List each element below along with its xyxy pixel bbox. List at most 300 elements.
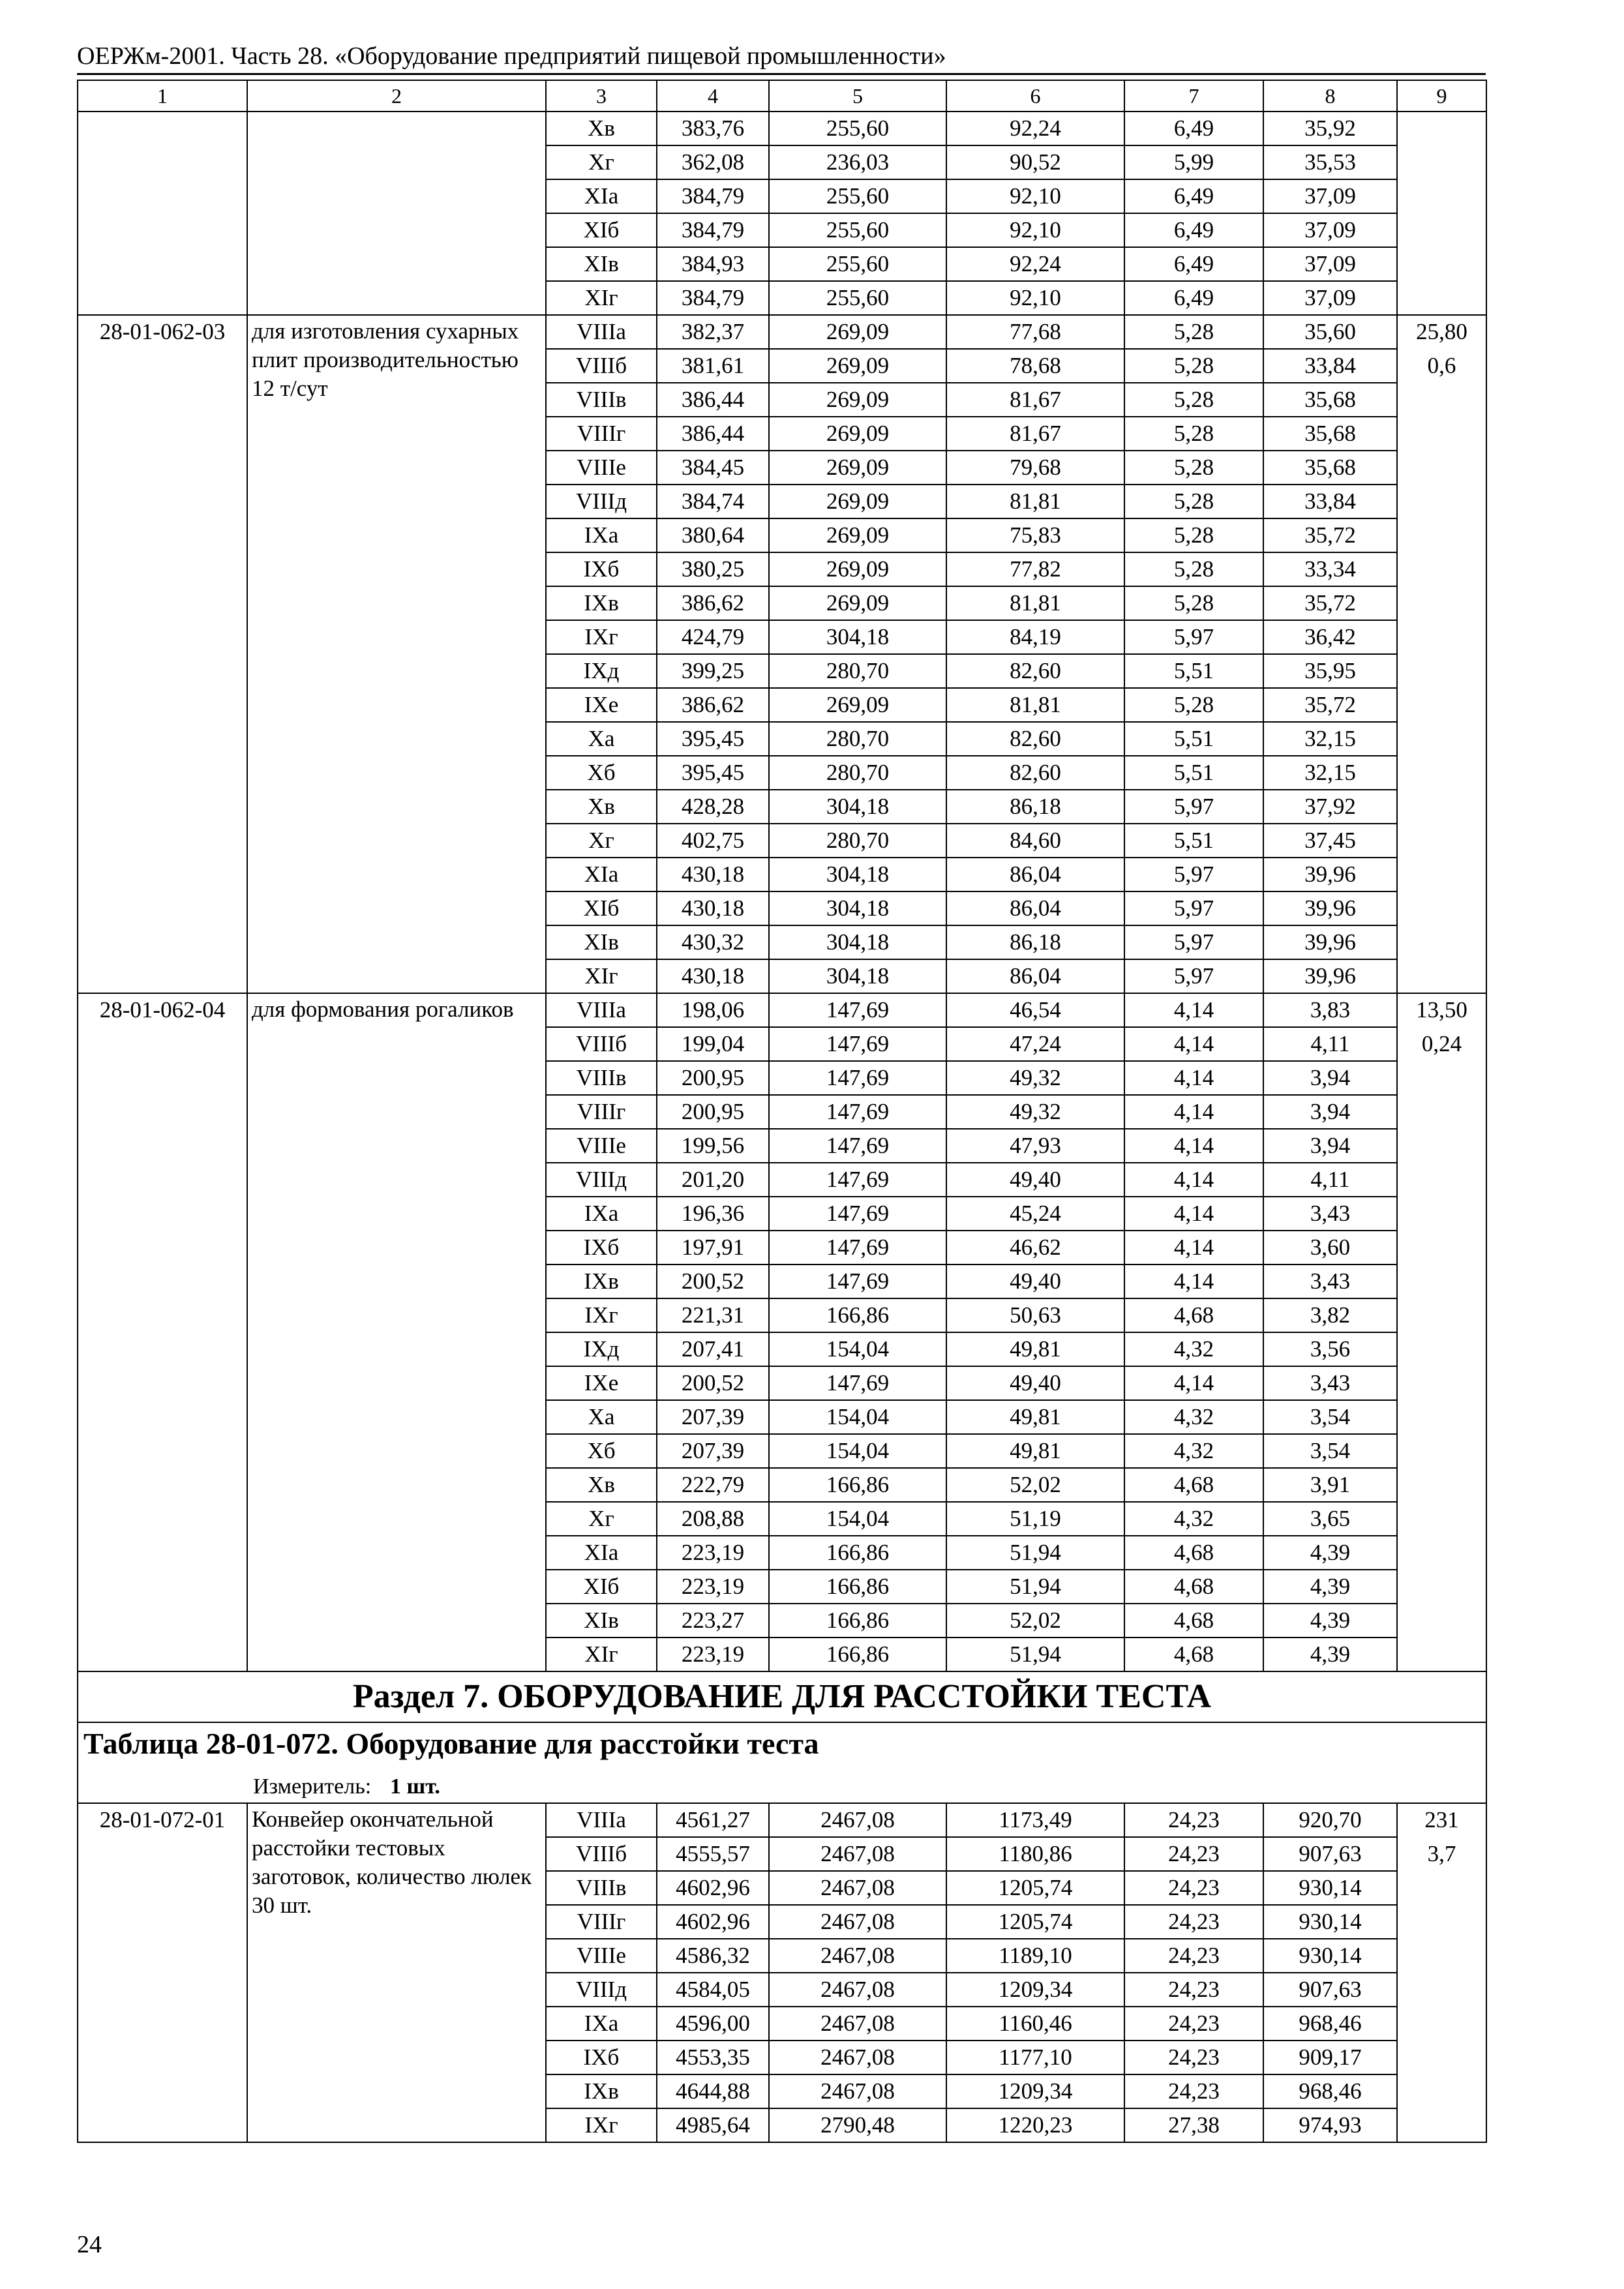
table-cell: 24,23 [1124, 1973, 1263, 2007]
table-cell: 269,09 [769, 586, 946, 620]
table-cell: 147,69 [769, 1163, 946, 1197]
table-cell: 5,28 [1124, 552, 1263, 586]
table-cell: Xв [546, 112, 657, 145]
table-cell: 147,69 [769, 1061, 946, 1095]
table-cell: 35,60 [1263, 315, 1397, 349]
table-cell: 280,70 [769, 654, 946, 688]
table-cell: 81,81 [946, 688, 1124, 722]
table-cell: 24,23 [1124, 2007, 1263, 2041]
table-cell: 24,23 [1124, 1939, 1263, 1973]
table-cell: IXб [546, 552, 657, 586]
table-cell: Xб [546, 756, 657, 790]
table-cell: 200,95 [657, 1095, 769, 1129]
table-cell: XIг [546, 1638, 657, 1671]
table-cell: 4,39 [1263, 1604, 1397, 1638]
table-cell: 255,60 [769, 213, 946, 247]
table-cell: 4,14 [1124, 1129, 1263, 1163]
table-cell: 3,54 [1263, 1400, 1397, 1434]
table-cell: 79,68 [946, 451, 1124, 485]
table-cell: 304,18 [769, 620, 946, 654]
table-cell: 223,19 [657, 1536, 769, 1570]
table-cell: 4,11 [1263, 1163, 1397, 1197]
table-cell: 78,68 [946, 349, 1124, 383]
table-cell: 386,62 [657, 688, 769, 722]
table-cell: 255,60 [769, 247, 946, 281]
table-cell: 82,60 [946, 722, 1124, 756]
table-row [78, 1803, 1486, 1837]
weight-value: 25,80 [1416, 319, 1467, 344]
table-cell: 3,94 [1263, 1129, 1397, 1163]
table-cell: 5,28 [1124, 518, 1263, 552]
table-title-row [78, 1722, 1486, 1771]
table-cell: IXв [546, 586, 657, 620]
table-cell: 32,15 [1263, 722, 1397, 756]
table-cell: 49,32 [946, 1095, 1124, 1129]
table-row [78, 112, 1486, 145]
table-cell: 49,81 [946, 1434, 1124, 1468]
table-cell: 269,09 [769, 552, 946, 586]
table-cell: 1177,10 [946, 2041, 1124, 2074]
table-cell: 395,45 [657, 722, 769, 756]
table-cell: 147,69 [769, 993, 946, 1027]
table-cell: 92,10 [946, 281, 1124, 315]
table-cell: 199,04 [657, 1027, 769, 1061]
table-cell: 166,86 [769, 1298, 946, 1332]
table-cell: 221,31 [657, 1298, 769, 1332]
table-cell: 4,68 [1124, 1468, 1263, 1502]
table-cell: VIIIв [546, 1871, 657, 1905]
table-cell: 81,67 [946, 383, 1124, 417]
table-cell: 4,68 [1124, 1638, 1263, 1671]
table-cell: 27,38 [1124, 2108, 1263, 2142]
table-cell: IXв [546, 1264, 657, 1298]
table-cell: XIб [546, 1570, 657, 1604]
table-cell: 2467,08 [769, 1803, 946, 1837]
rate-code: 28-01-072-01 [78, 1803, 247, 2142]
table-cell: 384,74 [657, 485, 769, 518]
table-cell: 4,14 [1124, 1163, 1263, 1197]
table-cell: 255,60 [769, 112, 946, 145]
measure-row [78, 1771, 1486, 1803]
table-cell: 269,09 [769, 485, 946, 518]
table-cell: 930,14 [1263, 1871, 1397, 1905]
table-cell: 52,02 [946, 1468, 1124, 1502]
table-cell: 3,91 [1263, 1468, 1397, 1502]
table-cell: 4,39 [1263, 1570, 1397, 1604]
table-cell: 200,52 [657, 1264, 769, 1298]
table-cell: 255,60 [769, 281, 946, 315]
weight-value: 0,6 [1427, 353, 1456, 378]
table-cell: IXа [546, 2007, 657, 2041]
table-cell: 147,69 [769, 1129, 946, 1163]
table-cell: 304,18 [769, 858, 946, 891]
table-cell: 1189,10 [946, 1939, 1124, 1973]
table-cell: 86,04 [946, 858, 1124, 891]
table-cell: 1173,49 [946, 1803, 1124, 1837]
table-cell: 386,44 [657, 417, 769, 451]
table-cell: 5,28 [1124, 315, 1263, 349]
table-cell: IXв [546, 2074, 657, 2108]
rate-code [78, 112, 247, 315]
table-cell: 380,64 [657, 518, 769, 552]
table-cell: 197,91 [657, 1231, 769, 1264]
table-cell: 3,83 [1263, 993, 1397, 1027]
table-cell: XIг [546, 959, 657, 993]
table-cell: 1180,86 [946, 1837, 1124, 1871]
table-cell: IXе [546, 1366, 657, 1400]
table-cell: 269,09 [769, 688, 946, 722]
table-cell: 1209,34 [946, 2074, 1124, 2108]
table-cell: 51,94 [946, 1638, 1124, 1671]
table-cell: 6,49 [1124, 112, 1263, 145]
table-cell: VIIIв [546, 383, 657, 417]
table-cell: VIIIд [546, 1973, 657, 2007]
table-cell: 430,32 [657, 925, 769, 959]
table-cell: 147,69 [769, 1231, 946, 1264]
table-cell: Xг [546, 1502, 657, 1536]
table-cell: 304,18 [769, 891, 946, 925]
table-cell: 35,72 [1263, 688, 1397, 722]
table-cell: 6,49 [1124, 179, 1263, 213]
table-cell: 49,32 [946, 1061, 1124, 1095]
rate-code: 28-01-062-04 [78, 993, 247, 1671]
table-cell: 154,04 [769, 1400, 946, 1434]
weight-value: 3,7 [1427, 1841, 1456, 1866]
table-cell: 2467,08 [769, 1939, 946, 1973]
header-rule [77, 73, 1486, 75]
table-cell: Xа [546, 1400, 657, 1434]
table-cell: 5,51 [1124, 722, 1263, 756]
table-body-section [78, 1671, 1486, 1803]
table-cell: IXг [546, 620, 657, 654]
table-cell: 81,81 [946, 485, 1124, 518]
table-cell: 75,83 [946, 518, 1124, 552]
table-cell: 4584,05 [657, 1973, 769, 2007]
table-cell: 50,63 [946, 1298, 1124, 1332]
table-cell: 51,94 [946, 1570, 1124, 1604]
table-cell: 4561,27 [657, 1803, 769, 1837]
table-cell: 6,49 [1124, 281, 1263, 315]
table-cell: 166,86 [769, 1468, 946, 1502]
table-cell: 86,04 [946, 959, 1124, 993]
table-cell: 154,04 [769, 1502, 946, 1536]
table-cell: 4,39 [1263, 1536, 1397, 1570]
table-title: Таблица 28-01-072. Оборудование для расстойки теста [78, 1722, 1486, 1771]
table-cell: 4596,00 [657, 2007, 769, 2041]
table-cell: 92,10 [946, 213, 1124, 247]
weight-cell [1397, 993, 1486, 1671]
table-cell: 920,70 [1263, 1803, 1397, 1837]
table-cell: 49,40 [946, 1264, 1124, 1298]
table-cell: 207,39 [657, 1400, 769, 1434]
table-cell: 4,32 [1124, 1332, 1263, 1366]
rate-name: для формования рогаликов [247, 993, 546, 1671]
table-cell: 4,14 [1124, 1027, 1263, 1061]
table-cell: 386,44 [657, 383, 769, 417]
table-cell: 84,19 [946, 620, 1124, 654]
table-cell: 384,93 [657, 247, 769, 281]
table-cell: 49,40 [946, 1163, 1124, 1197]
table-cell: 3,82 [1263, 1298, 1397, 1332]
table-cell: 4555,57 [657, 1837, 769, 1871]
table-cell: 907,63 [1263, 1837, 1397, 1871]
table-cell: 5,51 [1124, 824, 1263, 858]
column-number: 4 [657, 80, 769, 112]
weight-cell [1397, 112, 1486, 315]
table-cell: 4,14 [1124, 1264, 1263, 1298]
table-cell: 166,86 [769, 1536, 946, 1570]
table-row [78, 315, 1486, 349]
table-cell: 33,84 [1263, 485, 1397, 518]
table-cell: VIIIд [546, 1163, 657, 1197]
table-cell: 384,79 [657, 281, 769, 315]
table-cell: 304,18 [769, 959, 946, 993]
table-cell: Xв [546, 790, 657, 824]
table-cell: 35,53 [1263, 145, 1397, 179]
table-cell: 223,27 [657, 1604, 769, 1638]
table-cell: VIIIб [546, 1027, 657, 1061]
table-cell: 35,95 [1263, 654, 1397, 688]
table-cell: 35,92 [1263, 112, 1397, 145]
table-cell: 428,28 [657, 790, 769, 824]
table-cell: 39,96 [1263, 891, 1397, 925]
table-cell: 222,79 [657, 1468, 769, 1502]
table-cell: 86,18 [946, 790, 1124, 824]
table-cell: 4,14 [1124, 1231, 1263, 1264]
table-cell: 166,86 [769, 1570, 946, 1604]
table-cell: 86,04 [946, 891, 1124, 925]
table-cell: 37,45 [1263, 824, 1397, 858]
table-cell: VIIIд [546, 485, 657, 518]
table-cell: VIIIв [546, 1061, 657, 1095]
column-number: 9 [1397, 80, 1486, 112]
table-cell: 166,86 [769, 1604, 946, 1638]
table-cell: 269,09 [769, 383, 946, 417]
table-cell: 84,60 [946, 824, 1124, 858]
rate-name: Конвейер окончательной расстойки тестовых заготовок, количество люлек 30 шт. [247, 1803, 546, 2142]
table-cell: 6,49 [1124, 213, 1263, 247]
table-cell: 36,42 [1263, 620, 1397, 654]
table-cell: 47,93 [946, 1129, 1124, 1163]
table-cell: 5,97 [1124, 620, 1263, 654]
table-cell: 269,09 [769, 451, 946, 485]
table-cell: 1209,34 [946, 1973, 1124, 2007]
table-cell: 2467,08 [769, 2074, 946, 2108]
table-cell: IXе [546, 688, 657, 722]
table-cell: 51,19 [946, 1502, 1124, 1536]
table-cell: 81,81 [946, 586, 1124, 620]
table-cell: 5,97 [1124, 891, 1263, 925]
table-cell: XIа [546, 858, 657, 891]
table-cell: 92,24 [946, 247, 1124, 281]
table-cell: 384,79 [657, 213, 769, 247]
table-cell: 4602,96 [657, 1905, 769, 1939]
table-cell: 269,09 [769, 315, 946, 349]
table-cell: 5,99 [1124, 145, 1263, 179]
table-cell: IXд [546, 654, 657, 688]
table-cell: 4644,88 [657, 2074, 769, 2108]
table-cell: 395,45 [657, 756, 769, 790]
table-cell: VIIIе [546, 1129, 657, 1163]
table-cell: 82,60 [946, 654, 1124, 688]
table-body-top [78, 80, 1486, 1671]
table-cell: 37,09 [1263, 247, 1397, 281]
table-cell: 86,18 [946, 925, 1124, 959]
table-cell: 47,24 [946, 1027, 1124, 1061]
table-cell: 196,36 [657, 1197, 769, 1231]
table-cell: 4,68 [1124, 1298, 1263, 1332]
table-cell: 4,14 [1124, 1366, 1263, 1400]
table-cell: 930,14 [1263, 1939, 1397, 1973]
table-cell: IXа [546, 518, 657, 552]
table-cell: 2790,48 [769, 2108, 946, 2142]
table-cell: 381,61 [657, 349, 769, 383]
table-cell: 147,69 [769, 1264, 946, 1298]
table-cell: 1205,74 [946, 1871, 1124, 1905]
table-cell: 39,96 [1263, 858, 1397, 891]
table-cell: VIIIг [546, 1095, 657, 1129]
table-cell: 974,93 [1263, 2108, 1397, 2142]
column-number: 1 [78, 80, 247, 112]
table-cell: 2467,08 [769, 1837, 946, 1871]
table-cell: 37,92 [1263, 790, 1397, 824]
table-cell: 147,69 [769, 1027, 946, 1061]
table-cell: 5,28 [1124, 417, 1263, 451]
table-cell: VIIIб [546, 349, 657, 383]
table-cell: 52,02 [946, 1604, 1124, 1638]
table-cell: 3,43 [1263, 1264, 1397, 1298]
table-cell: 4,14 [1124, 1095, 1263, 1129]
weight-value: 0,24 [1421, 1031, 1462, 1056]
table-cell: Xб [546, 1434, 657, 1468]
table-cell: 3,65 [1263, 1502, 1397, 1536]
column-number: 2 [247, 80, 546, 112]
table-cell: 424,79 [657, 620, 769, 654]
table-cell: 33,84 [1263, 349, 1397, 383]
table-cell: 430,18 [657, 858, 769, 891]
table-cell: 90,52 [946, 145, 1124, 179]
table-cell: 4,68 [1124, 1604, 1263, 1638]
table-cell: 5,28 [1124, 451, 1263, 485]
table-cell: 4,32 [1124, 1502, 1263, 1536]
table-cell: 200,95 [657, 1061, 769, 1095]
table-cell: XIа [546, 179, 657, 213]
table-cell: 5,28 [1124, 688, 1263, 722]
column-number-row [78, 80, 1486, 112]
table-cell: 4,11 [1263, 1027, 1397, 1061]
table-cell: IXб [546, 2041, 657, 2074]
section-row [78, 1671, 1486, 1722]
table-cell: 430,18 [657, 891, 769, 925]
table-row [78, 993, 1486, 1027]
table-cell: 5,97 [1124, 790, 1263, 824]
table-cell: 37,09 [1263, 213, 1397, 247]
table-cell: 3,43 [1263, 1197, 1397, 1231]
column-number: 7 [1124, 80, 1263, 112]
weight-cell [1397, 1803, 1486, 2142]
table-cell: 384,45 [657, 451, 769, 485]
table-cell: 39,96 [1263, 959, 1397, 993]
table-cell: 384,79 [657, 179, 769, 213]
table-cell: 3,60 [1263, 1231, 1397, 1264]
table-cell: 5,28 [1124, 586, 1263, 620]
table-cell: 2467,08 [769, 1871, 946, 1905]
table-cell: 35,72 [1263, 518, 1397, 552]
table-cell: 51,94 [946, 1536, 1124, 1570]
table-cell: 2467,08 [769, 1973, 946, 2007]
table-cell: 930,14 [1263, 1905, 1397, 1939]
table-cell: 154,04 [769, 1332, 946, 1366]
rates-table [77, 80, 1487, 2143]
table-cell: VIIIб [546, 1837, 657, 1871]
table-cell: XIб [546, 891, 657, 925]
table-cell: 4,14 [1124, 1197, 1263, 1231]
table-cell: 5,97 [1124, 858, 1263, 891]
table-cell: 4,68 [1124, 1536, 1263, 1570]
table-cell: 201,20 [657, 1163, 769, 1197]
table-cell: 49,40 [946, 1366, 1124, 1400]
table-cell: 4,14 [1124, 1061, 1263, 1095]
table-cell: 3,94 [1263, 1061, 1397, 1095]
table-cell: IXд [546, 1332, 657, 1366]
table-cell: IXг [546, 1298, 657, 1332]
table-cell: Xв [546, 1468, 657, 1502]
table-cell: 399,25 [657, 654, 769, 688]
table-cell: 280,70 [769, 824, 946, 858]
table-cell: 92,24 [946, 112, 1124, 145]
table-cell: 33,34 [1263, 552, 1397, 586]
table-cell: 269,09 [769, 417, 946, 451]
table-cell: 35,68 [1263, 383, 1397, 417]
table-cell: 1160,46 [946, 2007, 1124, 2041]
table-cell: 46,62 [946, 1231, 1124, 1264]
table-cell: VIIIг [546, 1905, 657, 1939]
column-number: 5 [769, 80, 946, 112]
table-cell: 3,56 [1263, 1332, 1397, 1366]
table-cell: 24,23 [1124, 1803, 1263, 1837]
table-cell: 430,18 [657, 959, 769, 993]
table-cell: 4,32 [1124, 1434, 1263, 1468]
table-cell: 5,51 [1124, 756, 1263, 790]
table-cell: 32,15 [1263, 756, 1397, 790]
table-cell: 4985,64 [657, 2108, 769, 2142]
page-header: ОЕРЖм-2001. Часть 28. «Оборудование предприятий пищевой промышленности» [77, 42, 946, 70]
table-cell: 46,54 [946, 993, 1124, 1027]
table-cell: 49,81 [946, 1332, 1124, 1366]
table-cell: 77,68 [946, 315, 1124, 349]
table-cell: 304,18 [769, 925, 946, 959]
table-cell: 3,43 [1263, 1366, 1397, 1400]
weight-cell [1397, 315, 1486, 993]
table-cell: 5,97 [1124, 959, 1263, 993]
table-cell: XIб [546, 213, 657, 247]
table-cell: 383,76 [657, 112, 769, 145]
table-cell: 5,28 [1124, 349, 1263, 383]
page-number: 24 [77, 2231, 102, 2258]
table-cell: XIа [546, 1536, 657, 1570]
table-cell: 35,68 [1263, 451, 1397, 485]
table-cell: VIIIе [546, 1939, 657, 1973]
table-cell: 82,60 [946, 756, 1124, 790]
table-cell: 4,68 [1124, 1570, 1263, 1604]
table-cell: 269,09 [769, 349, 946, 383]
table-cell: 24,23 [1124, 2041, 1263, 2074]
table-body-bottom [78, 1803, 1486, 2142]
table-cell: 147,69 [769, 1095, 946, 1129]
table-cell: 236,03 [769, 145, 946, 179]
table-cell: 154,04 [769, 1434, 946, 1468]
table-cell: IXг [546, 2108, 657, 2142]
